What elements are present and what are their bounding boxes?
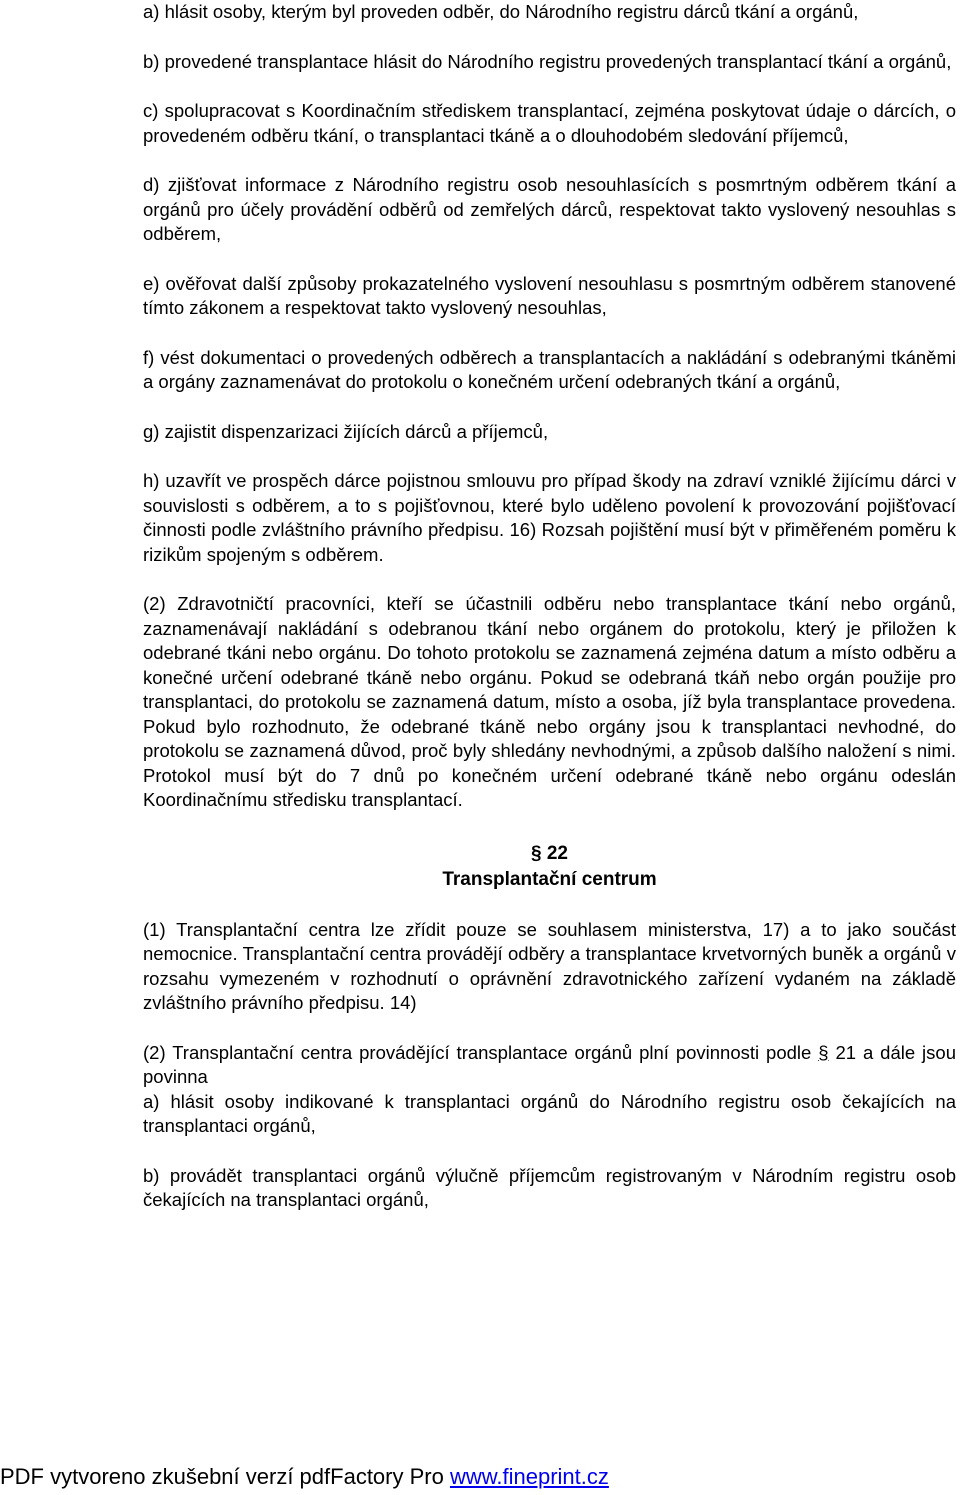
section-symbol: § <box>531 842 542 864</box>
list-item-g: g) zajistit dispenzarizaci žijících dárců a příjemců, <box>143 420 549 442</box>
section-paragraph-2 <box>143 1041 956 1090</box>
footer-text: PDF vytvoreno zkušební verzí pdfFactory Pro <box>0 1464 450 1489</box>
section-list-item-b: b) provádět transplantaci orgánů výlučně příjemcům registrovaným v Národním registru osob čekajících na transplantaci orgánů, <box>143 1164 956 1210</box>
document-body <box>143 0 956 1213</box>
list-item-e: e) ověřovat další způsoby prokazatelného vyslovení nesouhlasu s posmrtným odběrem stanovené tímto zákonem a respektovat takto vyslovený nesouhlas, <box>143 272 956 318</box>
section-list-item-a: a) hlásit osoby indikované k transplantaci orgánů do Národního registru osob čekajících na transplantaci orgánů, <box>143 1090 956 1136</box>
list-item-c: c) spolupracovat s Koordinačním střediskem transplantací, zejména poskytovat údaje o dárcích, o provedeném odběru tkání, o transplantaci tkáně a o dlouhodobém sledování příjemců, <box>143 100 956 146</box>
section-title: Transplantační centrum <box>442 868 657 890</box>
section-number-value: 22 <box>541 842 568 864</box>
list-item-h: h) uzavřít ve prospěch dárce pojistnou smlouvu pro případ škody na zdraví vzniklé žijícímu dárci v souvislosti s odběrem, a to s pojišťovnou, které bylo uděleno povolení k provozování pojišťovací činnosti podle zvláštního právního předpisu. 16) Rozsah pojištění musí být v přiměřeném poměru k rizikům spojeným s odběrem. <box>143 470 956 565</box>
footer-link[interactable]: www.fineprint.cz <box>449 1464 609 1489</box>
section-paragraph-2-text-end: 21 a dále jsou povinna <box>143 1041 956 1087</box>
paragraph-2: (2) Zdravotničtí pracovníci, kteří se účastnili odběru nebo transplantace tkání nebo orgánů, zaznamenávají nakládání s odebranou tkání nebo orgánem do protokolu, který je přiložen k odebrané tkáni nebo orgánu. Do tohoto protokolu se zaznamená zejména datum a místo odběru a konečné určení odebrané tkáně nebo orgánu. Pokud se odebraná tkáň nebo orgán použije pro transplantaci, do protokolu se zaznamená datum, místo a osoba, jíž byla transplantace provedena. Pokud bylo rozhodnuto, že odebrané tkáně nebo orgány jsou k transplantaci nevhodné, do protokolu se zaznamená důvod, proč byly shledány nevhodnými, a způsob dalšího naložení s nimi. Protokol musí být do 7 dnů po konečném určení odebrané tkáně nebo orgánu odeslán Koordinačnímu středisku transplantací. <box>143 593 956 810</box>
pdf-footer <box>0 1463 609 1491</box>
list-item-f: f) vést dokumentaci o provedených odběrech a transplantacích a nakládání s odebranými tkáněmi a orgány zaznamenávat do protokolu o konečném určení odebraných tkání a orgánů, <box>143 346 956 392</box>
list-item-b: b) provedené transplantace hlásit do Národního registru provedených transplantací tkání a orgánů, <box>143 50 952 72</box>
section-number <box>143 841 956 867</box>
section-paragraph-1: (1) Transplantační centra lze zřídit pouze se souhlasem ministerstva, 17) a to jako součást nemocnice. Transplantační centra provádějí odběry a transplantace krvetvorných buněk a orgánů v rozsahu vymezeném v rozhodnutí o oprávnění zdravotnického zařízení vydaném na základě zvláštního právního předpisu. 14) <box>143 918 956 1013</box>
list-item-a: a) hlásit osoby, kterým byl proveden odběr, do Národního registru dárců tkání a orgánů, <box>143 1 859 22</box>
section-paragraph-2-text: (2) Transplantační centra provádějící transplantace orgánů plní povinnosti podle <box>143 1041 819 1063</box>
list-item-d: d) zjišťovat informace z Národního registru osob nesouhlasících s posmrtným odběrem tkání a orgánů pro účely provádění odběrů od zemřelých dárců, respektovat takto vyslovený nesouhlas s odběrem, <box>143 174 956 244</box>
section-reference-symbol: § <box>818 1041 829 1063</box>
